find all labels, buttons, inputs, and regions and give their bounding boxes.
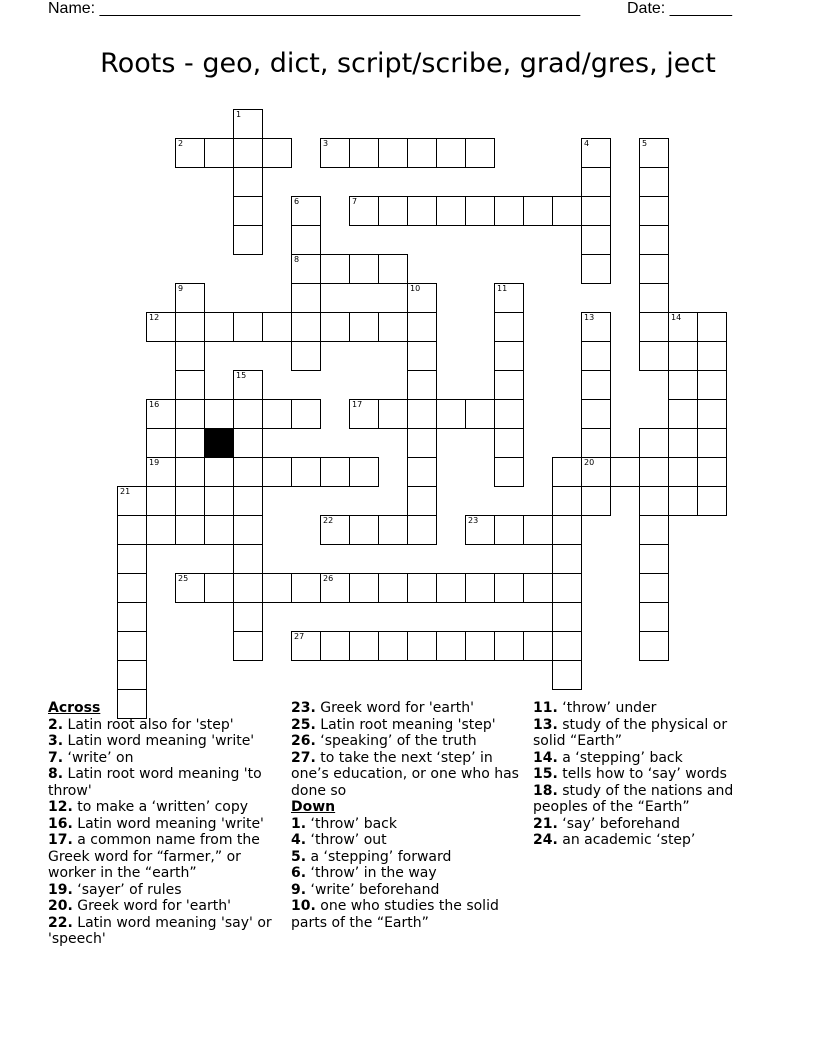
clue-item-text: Latin root meaning 'step' [315,716,496,733]
grid-cell[interactable] [291,225,321,255]
grid-cell[interactable] [494,457,524,487]
down-list-continued [533,700,763,849]
grid-cell[interactable] [378,515,408,545]
clue-number: 8 [294,255,300,264]
clue-item-text: tells how to ‘say’ words [557,766,727,782]
clue-item-text: ‘speaking’ of the truth [315,733,477,749]
clues-col-1 [48,700,283,948]
grid-cell[interactable] [668,312,698,342]
grid-cell[interactable] [320,312,350,342]
grid-cell[interactable] [581,312,611,342]
grid-cell[interactable] [233,138,263,168]
grid-cell[interactable] [494,196,524,226]
grid-cell[interactable] [581,138,611,168]
clue-item [291,898,521,931]
grid-cell[interactable] [581,167,611,197]
grid-cell[interactable] [639,602,669,632]
grid-cell[interactable] [668,399,698,429]
clue-item-number: 5. [291,848,307,865]
clue-item-text: a common name from the Greek word for “farmer,” or worker in the “earth” [48,832,260,881]
grid-cell[interactable] [407,341,437,371]
clue-item [48,816,283,833]
clue-number: 11 [497,284,508,293]
grid-cell[interactable] [146,457,176,487]
grid-cell[interactable] [494,631,524,661]
clue-item-text: Greek word for 'earth' [72,898,231,914]
grid-cell[interactable] [639,283,669,313]
clue-item-number: 27. [291,749,316,766]
grid-cell[interactable] [494,399,524,429]
grid-cell[interactable] [262,573,292,603]
clue-number: 27 [294,632,305,641]
grid-cell[interactable] [378,254,408,284]
grid-cell[interactable] [697,370,727,400]
clue-number: 25 [178,574,189,583]
grid-cell[interactable] [117,660,147,690]
grid-cell[interactable] [349,138,379,168]
grid-cell[interactable] [233,196,263,226]
grid-cell[interactable] [581,428,611,458]
clue-item [533,766,763,783]
clue-item-number: 18. [533,782,558,799]
grid-cell[interactable] [233,486,263,516]
grid-cell[interactable] [349,399,379,429]
grid-cell[interactable] [291,631,321,661]
clue-item-number: 15. [533,766,558,782]
clue-item-text: ‘throw’ back [306,815,397,832]
clue-item [291,865,521,882]
clue-item [533,783,763,816]
grid-cell[interactable] [436,573,466,603]
clue-item-number: 23. [291,700,316,716]
grid-cell[interactable] [697,312,727,342]
clue-item-text: ‘sayer’ of rules [72,881,182,898]
grid-cell[interactable] [639,486,669,516]
clue-number: 5 [642,139,648,148]
grid-cell[interactable] [494,312,524,342]
header-line [48,0,768,20]
grid-cell[interactable] [349,573,379,603]
grid-cell[interactable] [204,457,234,487]
grid-cell[interactable] [378,631,408,661]
clue-item [291,750,521,800]
grid-cell[interactable] [175,573,205,603]
grid-cell[interactable] [639,254,669,284]
clue-item [48,717,283,734]
clue-number: 16 [149,400,160,409]
grid-cell[interactable] [291,283,321,313]
clue-item-text: Latin word meaning 'write' [72,815,264,832]
clue-item-number: 16. [48,815,73,832]
grid-cell[interactable] [436,196,466,226]
grid-cell[interactable] [233,312,263,342]
clue-number: 26 [323,574,334,583]
grid-cell[interactable] [552,602,582,632]
clue-item [48,898,283,915]
grid-cell[interactable] [291,573,321,603]
grid-cell[interactable] [233,515,263,545]
grid-cell[interactable] [233,167,263,197]
clue-item [291,717,521,734]
grid-cell[interactable] [349,457,379,487]
name-label: Name: ______________________________________________________ [48,0,581,17]
across-list-continued [291,700,521,799]
grid-cell[interactable] [552,196,582,226]
clue-item-text: Latin root word meaning 'to throw' [48,766,262,799]
clue-item [48,799,283,816]
grid-cell[interactable] [378,196,408,226]
clue-item-number: 25. [291,716,316,733]
grid-cell[interactable] [233,631,263,661]
grid-cell[interactable] [465,631,495,661]
grid-cell[interactable] [204,312,234,342]
grid-cell[interactable] [233,602,263,632]
grid-cell[interactable] [581,399,611,429]
grid-cell[interactable] [523,196,553,226]
grid-cell[interactable] [378,312,408,342]
clue-item-text: ‘throw’ in the way [306,865,437,881]
clue-number: 2 [178,139,184,148]
clue-number: 9 [178,284,184,293]
grid-cell[interactable] [349,631,379,661]
grid-cell[interactable] [639,138,669,168]
clue-item-number: 13. [533,716,558,733]
grid-cell[interactable] [349,196,379,226]
clue-item-text: a ‘stepping’ forward [306,848,452,865]
clue-item-text: Greek word for 'earth' [315,700,474,716]
grid-cell[interactable] [465,515,495,545]
grid-cell[interactable] [320,254,350,284]
clue-item-number: 24. [533,832,558,848]
grid-cell[interactable] [697,457,727,487]
grid-cell[interactable] [639,225,669,255]
grid-cell[interactable] [697,341,727,371]
clue-number: 7 [352,197,358,206]
grid-cell[interactable] [175,138,205,168]
grid-cell[interactable] [320,138,350,168]
grid-cell[interactable] [639,312,669,342]
clue-number: 10 [410,284,421,293]
page-title: Roots - geo, dict, script/scribe, grad/gres, ject [100,48,716,79]
grid-cell[interactable] [117,631,147,661]
clue-item-text: ‘throw’ under [557,700,657,716]
clue-item [533,700,763,717]
grid-cell[interactable] [668,370,698,400]
grid-cell[interactable] [581,225,611,255]
clue-item-number: 9. [291,881,307,898]
grid-cell[interactable] [581,486,611,516]
clue-item-text: one who studies the solid parts of the “Earth” [291,898,499,931]
grid-cell[interactable] [175,399,205,429]
grid-cell[interactable] [291,457,321,487]
across-heading: Across [48,700,101,716]
clue-item-text: study of the nations and peoples of the “Earth” [533,782,734,815]
clue-item-text: Latin word meaning 'write' [63,733,255,749]
across-list [48,717,283,948]
grid-cell[interactable] [697,428,727,458]
grid-cell[interactable] [233,573,263,603]
grid-cell[interactable] [291,399,321,429]
clue-number: 6 [294,197,300,206]
clue-item [48,766,283,799]
clue-item-text: ‘write’ beforehand [306,881,440,898]
grid-cell[interactable] [291,196,321,226]
grid-cell[interactable] [204,573,234,603]
grid-cell[interactable] [436,631,466,661]
grid-cell[interactable] [639,428,669,458]
clue-item [291,700,521,717]
grid-cell[interactable] [639,341,669,371]
clue-item [48,733,283,750]
clue-item [48,750,283,767]
grid-cell[interactable] [581,457,611,487]
clue-item-text: to take the next ‘step’ in one’s education, or one who has done so [291,749,519,799]
grid-cell[interactable] [639,457,669,487]
clue-item-text: study of the physical or solid “Earth” [533,716,728,749]
grid-cell[interactable] [262,399,292,429]
clue-item-number: 1. [291,815,307,832]
grid-cell[interactable] [639,631,669,661]
clue-item-number: 21. [533,815,558,832]
clue-number: 22 [323,516,334,525]
grid-cell[interactable] [146,515,176,545]
grid-cell[interactable] [349,254,379,284]
grid-cell[interactable] [436,138,466,168]
clue-item [291,816,521,833]
clue-item-text: ‘say’ beforehand [557,815,681,832]
clue-number: 15 [236,371,247,380]
grid-cell[interactable] [552,457,582,487]
grid-cell[interactable] [668,428,698,458]
clue-item-number: 4. [291,832,307,848]
grid-cell[interactable] [668,341,698,371]
grid-cell[interactable] [262,312,292,342]
grid-cell[interactable] [378,573,408,603]
grid-cell[interactable] [407,428,437,458]
grid-cell[interactable] [465,573,495,603]
grid-cell[interactable] [233,399,263,429]
grid-cell[interactable] [407,486,437,516]
grid-cell[interactable] [175,428,205,458]
clue-item-number: 26. [291,733,316,749]
clue-number: 1 [236,110,242,119]
grid-cell[interactable] [639,573,669,603]
grid-cell[interactable] [407,573,437,603]
grid-cell[interactable] [668,486,698,516]
grid-cell[interactable] [407,138,437,168]
grid-cell[interactable] [175,457,205,487]
grid-cell[interactable] [262,138,292,168]
grid-cell[interactable] [175,370,205,400]
grid-black-cell [204,428,234,458]
grid-cell[interactable] [146,486,176,516]
clue-item-text: Latin root also for 'step' [63,716,234,733]
clue-item-number: 7. [48,749,64,766]
clue-number: 13 [584,313,595,322]
grid-cell[interactable] [668,457,698,487]
clue-item [533,832,763,849]
grid-cell[interactable] [320,573,350,603]
clue-item-text: to make a ‘written’ copy [72,799,249,815]
grid-cell[interactable] [407,196,437,226]
clue-number: 19 [149,458,160,467]
clue-item-number: 11. [533,700,558,716]
grid-cell[interactable] [697,486,727,516]
grid-cell[interactable] [175,312,205,342]
grid-cell[interactable] [465,138,495,168]
grid-cell[interactable] [175,486,205,516]
grid-cell[interactable] [320,457,350,487]
grid-cell[interactable] [204,515,234,545]
clue-number: 17 [352,400,363,409]
clue-item-text: an academic ‘step’ [557,832,696,848]
grid-cell[interactable] [378,399,408,429]
grid-cell[interactable] [581,196,611,226]
grid-cell[interactable] [407,631,437,661]
grid-cell[interactable] [639,167,669,197]
grid-cell[interactable] [494,283,524,313]
clue-item-number: 2. [48,716,64,733]
clue-number: 23 [468,516,479,525]
clue-item [48,915,283,948]
grid-cell[interactable] [552,573,582,603]
grid-cell[interactable] [436,399,466,429]
down-list [291,816,521,932]
grid-cell[interactable] [117,573,147,603]
grid-cell[interactable] [465,399,495,429]
grid-cell[interactable] [233,428,263,458]
clue-item [291,849,521,866]
grid-cell[interactable] [494,370,524,400]
clue-item-number: 19. [48,881,73,898]
clue-number: 4 [584,139,590,148]
grid-cell[interactable] [523,515,553,545]
grid-cell[interactable] [204,399,234,429]
grid-cell[interactable] [204,138,234,168]
grid-cell[interactable] [378,138,408,168]
grid-cell[interactable] [407,457,437,487]
clue-item-number: 8. [48,766,64,782]
grid-cell[interactable] [233,370,263,400]
grid-cell[interactable] [146,399,176,429]
clue-item-number: 3. [48,733,64,749]
grid-cell[interactable] [407,283,437,313]
clue-item [291,882,521,899]
clue-item-text: ‘write’ on [63,749,134,766]
grid-cell[interactable] [610,457,640,487]
grid-cell[interactable] [552,486,582,516]
clue-number: 14 [671,313,682,322]
clue-item [291,733,521,750]
clue-item-number: 14. [533,749,558,766]
grid-cell[interactable] [146,428,176,458]
grid-cell[interactable] [233,225,263,255]
grid-cell[interactable] [697,399,727,429]
grid-cell[interactable] [175,515,205,545]
grid-cell[interactable] [523,631,553,661]
grid-cell[interactable] [494,515,524,545]
clues-col-2 [291,700,521,931]
down-heading: Down [291,799,336,815]
grid-cell[interactable] [320,515,350,545]
grid-cell[interactable] [407,399,437,429]
grid-cell[interactable] [552,515,582,545]
grid-cell[interactable] [639,515,669,545]
clue-item-number: 20. [48,898,73,914]
grid-cell[interactable] [639,544,669,574]
grid-cell[interactable] [291,312,321,342]
clue-item-text: ‘throw’ out [306,832,387,848]
clue-item [48,882,283,899]
grid-cell[interactable] [291,254,321,284]
clue-number: 3 [323,139,329,148]
date-label: Date: _______ [627,0,732,17]
grid-cell[interactable] [407,370,437,400]
grid-cell[interactable] [349,515,379,545]
grid-cell[interactable] [552,631,582,661]
grid-cell[interactable] [407,515,437,545]
clue-item-number: 6. [291,865,307,881]
clue-item [533,717,763,750]
grid-cell[interactable] [407,312,437,342]
clue-item-number: 22. [48,914,73,931]
clue-item [533,750,763,767]
grid-cell[interactable] [262,457,292,487]
clue-item [48,832,283,882]
grid-cell[interactable] [581,254,611,284]
grid-cell[interactable] [465,196,495,226]
clue-number: 21 [120,487,131,496]
grid-cell[interactable] [552,544,582,574]
grid-cell[interactable] [117,602,147,632]
grid-cell[interactable] [523,573,553,603]
grid-cell[interactable] [117,515,147,545]
grid-cell[interactable] [320,631,350,661]
grid-cell[interactable] [494,573,524,603]
grid-cell[interactable] [291,341,321,371]
grid-cell[interactable] [552,660,582,690]
clue-item-number: 10. [291,898,316,914]
clues-col-3 [533,700,763,849]
grid-cell[interactable] [349,312,379,342]
clue-number: 20 [584,458,595,467]
grid-cell[interactable] [639,196,669,226]
clue-item [291,832,521,849]
clue-item-text: Latin word meaning 'say' or 'speech' [48,914,272,947]
grid-cell[interactable] [146,312,176,342]
clue-number: 12 [149,313,160,322]
grid-cell[interactable] [233,109,263,139]
grid-cell[interactable] [117,544,147,574]
grid-cell[interactable] [494,341,524,371]
grid-cell[interactable] [581,370,611,400]
clue-item-number: 17. [48,832,73,848]
grid-cell[interactable] [233,457,263,487]
grid-cell[interactable] [117,486,147,516]
grid-cell[interactable] [581,341,611,371]
clue-item [533,816,763,833]
grid-cell[interactable] [233,544,263,574]
grid-cell[interactable] [204,486,234,516]
clue-item-number: 12. [48,799,73,815]
grid-cell[interactable] [175,283,205,313]
grid-cell[interactable] [175,341,205,371]
grid-cell[interactable] [494,428,524,458]
clue-item-text: a ‘stepping’ back [557,749,683,766]
